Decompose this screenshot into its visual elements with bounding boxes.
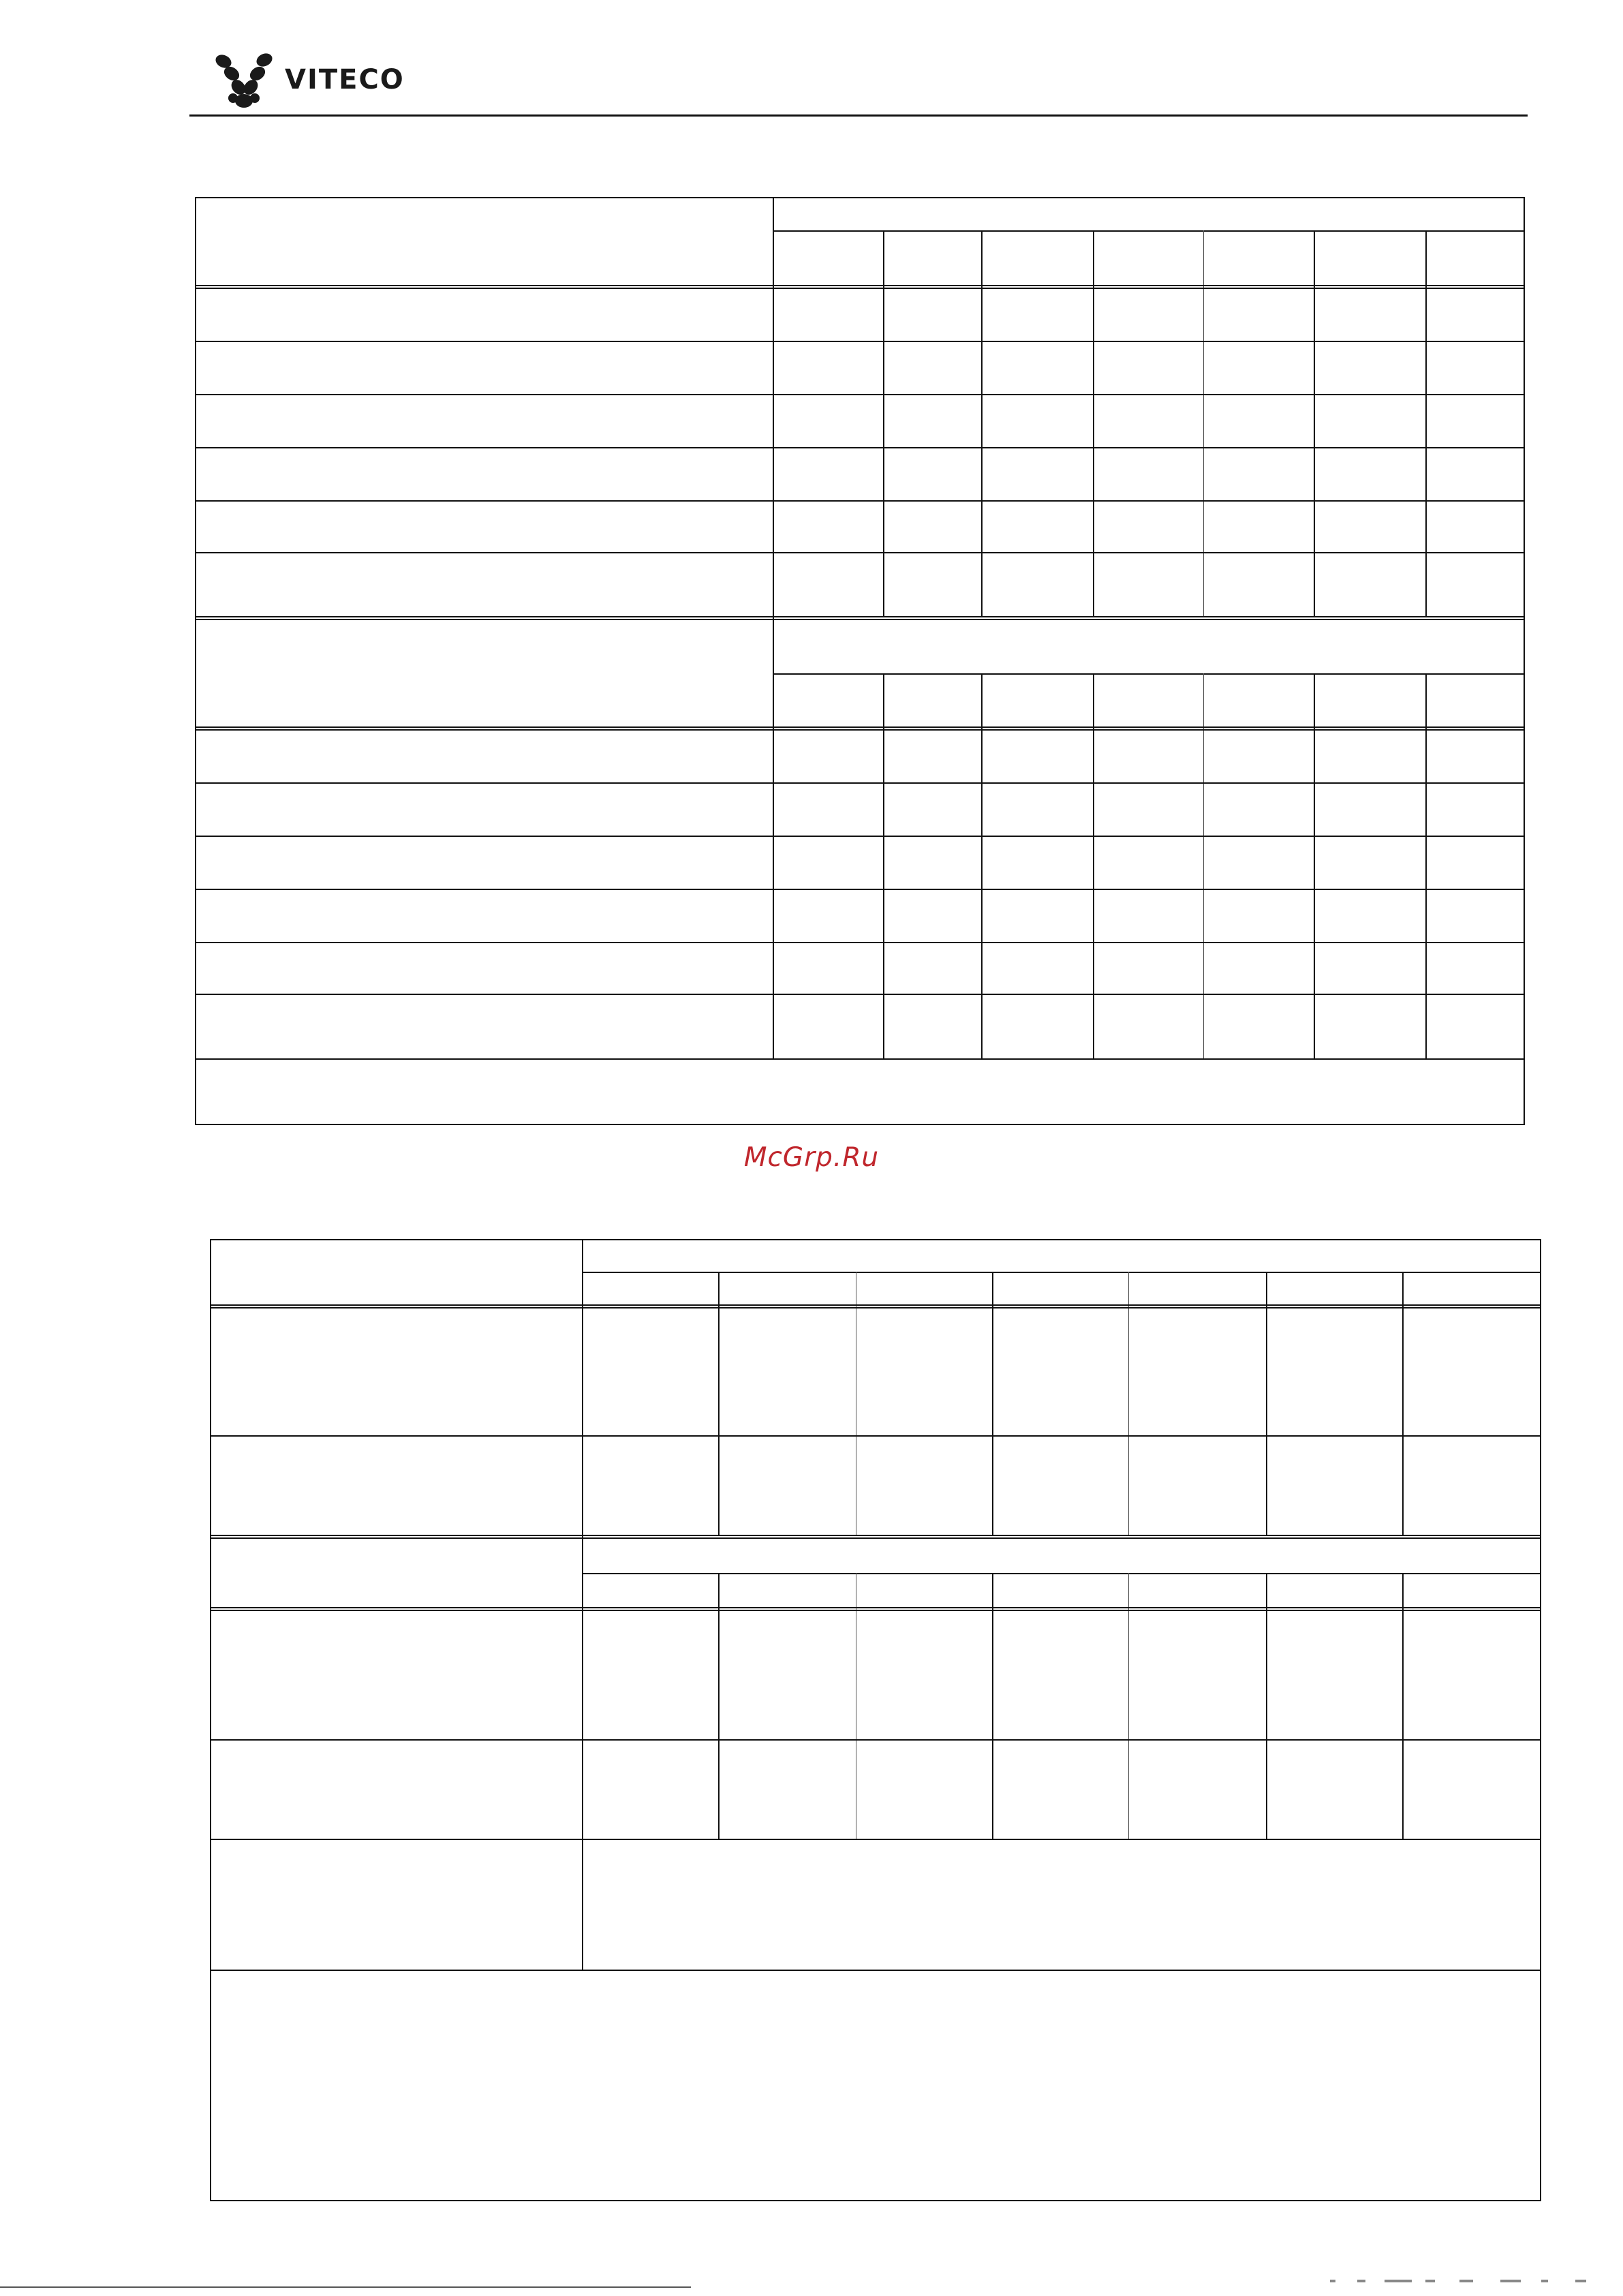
lower-table-col-divider	[582, 1239, 583, 1971]
upper-table-row-line	[195, 782, 1525, 784]
footer-rule	[0, 2286, 691, 2288]
lower-table-col-line	[718, 1573, 720, 1839]
viteco-v-logo-icon	[211, 50, 277, 112]
lower-table-col-line	[1402, 1573, 1404, 1839]
lower-table-section2-double-rule	[210, 1607, 1541, 1611]
upper-table-header-subline	[773, 230, 1525, 232]
lower-table-header-double-rule	[210, 1304, 1541, 1308]
lower-table-footer-line	[210, 1970, 1541, 1971]
upper-table-row-line	[195, 447, 1525, 448]
lower-table-row-line	[210, 1435, 1541, 1437]
lower-table-row-line	[210, 1739, 1541, 1741]
upper-table-col-line	[1203, 673, 1204, 1059]
lower-table	[210, 1239, 1541, 2201]
upper-table-footer-line	[195, 1058, 1525, 1060]
lower-table-col-line	[992, 1272, 993, 1536]
upper-table-row-line	[195, 394, 1525, 395]
upper-table-section2-subline	[773, 673, 1525, 675]
lower-table-col-line	[1266, 1573, 1267, 1839]
upper-table-col-line	[1093, 673, 1094, 1059]
upper-table-section-double-rule	[195, 616, 1525, 620]
footer-marks	[1323, 2280, 1609, 2289]
lower-table-col-line	[1402, 1272, 1404, 1536]
upper-table-row-line	[195, 500, 1525, 502]
upper-table-row-line	[195, 341, 1525, 342]
header-divider	[189, 114, 1528, 117]
lower-table-col-line	[1128, 1272, 1129, 1536]
upper-table-row-line	[195, 552, 1525, 553]
lower-table-col-line	[718, 1272, 720, 1536]
watermark-text: McGrp.Ru	[743, 1142, 880, 1173]
lower-table-col-line	[1128, 1573, 1129, 1839]
upper-table	[195, 197, 1525, 1125]
upper-table-header-double-rule	[195, 285, 1525, 289]
lower-table-section-double-rule	[210, 1535, 1541, 1539]
upper-table-row-line	[195, 994, 1525, 995]
lower-table-section2-subline	[582, 1573, 1541, 1574]
brand-name: VITECO	[285, 64, 405, 95]
upper-table-section2-double-rule	[195, 726, 1525, 731]
upper-table-col-line	[883, 673, 884, 1059]
upper-table-row-line	[195, 836, 1525, 837]
upper-table-row-line	[195, 889, 1525, 890]
lower-table-header-subline	[582, 1272, 1541, 1273]
lower-table-col-line	[992, 1573, 993, 1839]
lower-table-col-line	[1266, 1272, 1267, 1536]
upper-table-col-line	[1425, 673, 1427, 1059]
upper-table-col-divider	[773, 197, 774, 1058]
upper-table-row-line	[195, 942, 1525, 943]
brand-logo	[211, 50, 422, 112]
upper-table-col-line	[981, 673, 983, 1059]
lower-table-row-line	[210, 1839, 1541, 1840]
upper-table-col-line	[1314, 673, 1315, 1059]
